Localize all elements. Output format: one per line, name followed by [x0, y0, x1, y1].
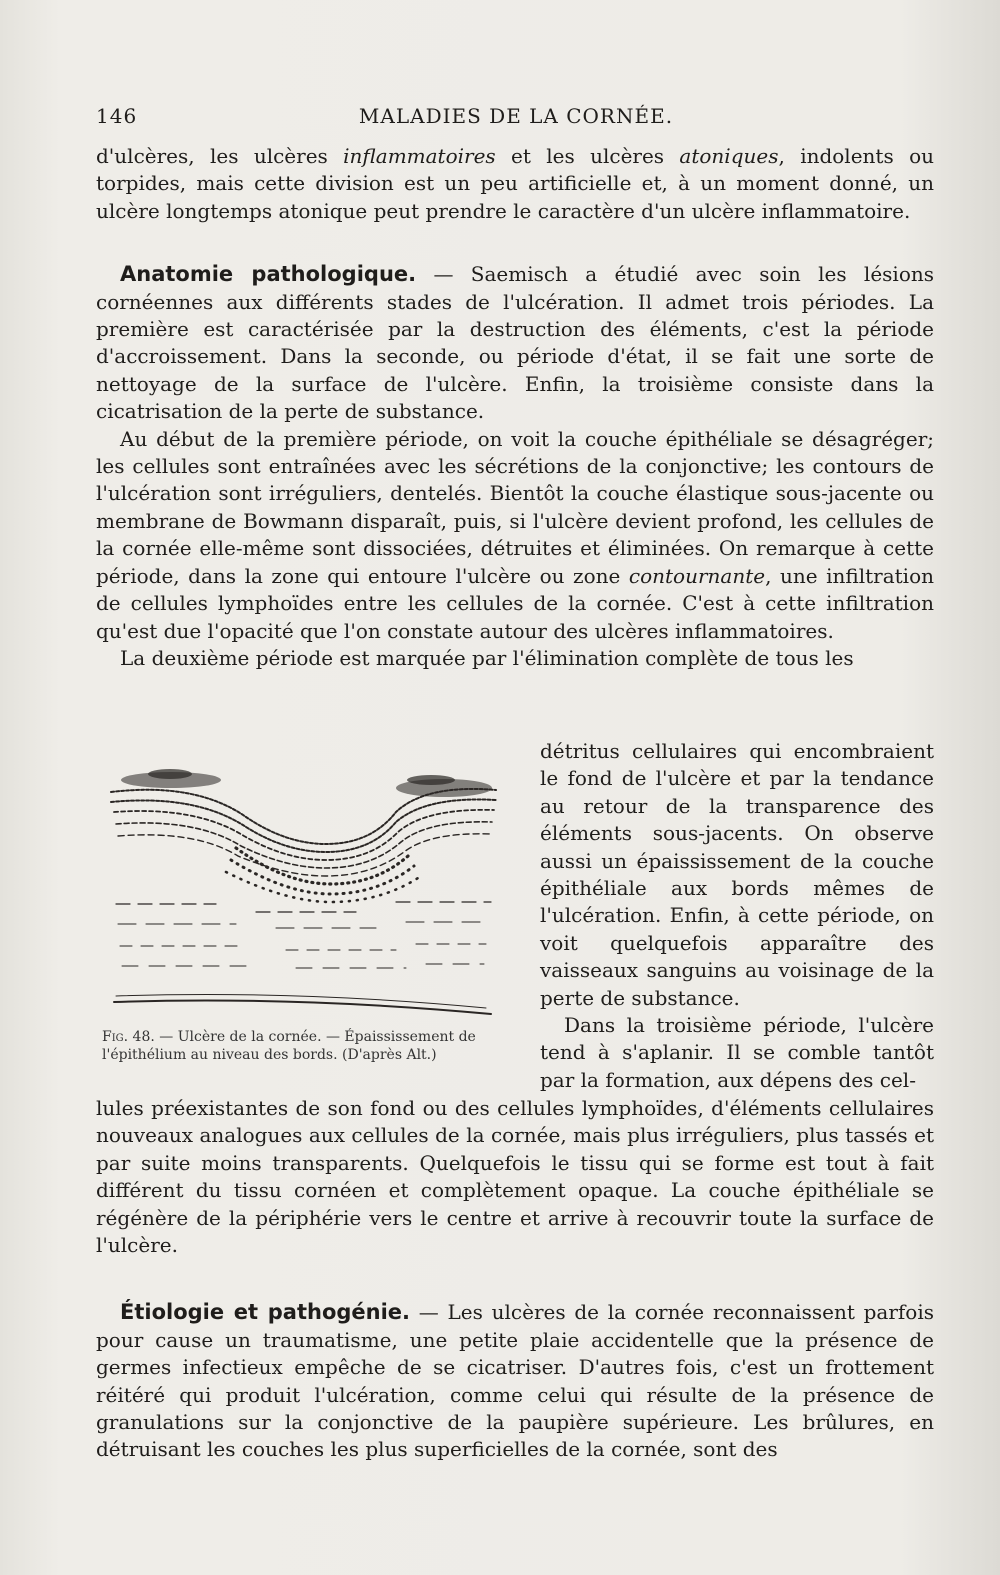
troisieme-column-text: Dans la troisième période, l'ulcère tend à s'aplanir. Il se comble tantôt par la formation, aux dépens des cel-	[540, 1013, 934, 1092]
deuxieme-first-line: La deuxième période est marquée par l'élimination complète de tous les	[120, 645, 854, 670]
section-heading-etiologie: Étiologie et pathogénie.	[120, 1300, 411, 1325]
page-number: 146	[96, 104, 138, 128]
figure-label: Fig. 48.	[102, 1029, 155, 1045]
figure-caption: Fig. 48. — Ulcère de la cornée. — Épaississement de l'épithélium au niveau des bords. (D'après Alt.)	[102, 1029, 476, 1063]
term-inflammatoires: inflammatoires	[343, 144, 496, 168]
intro-paragraph: d'ulcères, les ulcères inflammatoires et les ulcères atoniques, indolents ou torpides, mais cette division est un peu artificielle et, à un moment donné, un ulcère longtemps atonique peut prendre le caractère d'un ulcère inflammatoire.	[96, 144, 934, 223]
anatomie-paragraph: Anatomie pathologique. — Saemisch a étudié avec soin les lésions cornéennes aux différents stades de l'ulcération. Il admet trois périodes. La première est caractérisée par la destruction des éléments, c'est la période d'accroissement. Dans la seconde, ou période d'état, il se fait une sorte de nettoyage de la surface de l'ulcère. Enfin, la troisième consiste dans la cicatrisation de la perte de substance.	[96, 262, 935, 424]
upper-text-block	[96, 143, 934, 672]
debut-paragraph: Au début de la première période, on voit la couche épithéliale se désagréger; les cellules sont entraînées avec les sécrétions de la conjonctive; les contours de l'ulcération sont irréguliers, dentelés. Bientôt la couche élastique sous-jacente ou membrane de Bowmann disparaît, puis, si l'ulcère devient profond, les cellules de la cornée elle-même sont dissociées, détruites et éliminées. On remarque à cette période, dans la zone qui entoure l'ulcère ou zone contournante, une infiltration de cellules lymphoïdes entre les cellules de la cornée. C'est à cette infiltration qu'est due l'opacité que l'on constate autour des ulcères inflammatoires.	[96, 426, 935, 643]
term-atoniques: atoniques	[679, 144, 779, 168]
section-heading-anatomie: Anatomie pathologique.	[120, 262, 417, 287]
corneal-ulcer-illustration	[96, 752, 516, 1022]
troisieme-continuation: lules préexistantes de son fond ou des cellules lymphoïdes, d'éléments cellulaires nouveaux analogues aux cellules de la cornée, mais plus irréguliers, plus tassés et par suite moins transparents. Quelquefois le tissu qui se forme est tout à fait différent du tissu cornéen et complètement opaque. La couche épithéliale se régénère de la périphérie vers le centre et arrive à recouvrir toute la surface de l'ulcère.	[96, 1096, 934, 1258]
figure-side-column	[540, 738, 934, 1094]
figure-48	[96, 752, 516, 1082]
lower-text-block	[96, 1095, 934, 1464]
running-title: MALADIES DE LA CORNÉE.	[358, 104, 674, 128]
term-contournante: contournante	[628, 563, 766, 588]
deuxieme-column-text: détritus cellulaires qui encombraient le fond de l'ulcère et par la tendance au retour de la transparence des éléments sous-jacents. On observe aussi un épaississement de la couche épithéliale aux bords mêmes de l'ulcération. Enfin, à cette période, on voit quelquefois apparaître des vaisseaux sanguins au voisinage de la perte de substance.	[540, 739, 934, 1010]
page-header	[96, 104, 936, 134]
etiologie-paragraph: Étiologie et pathogénie. — Les ulcères de la cornée reconnaissent parfois pour cause un traumatisme, une petite plaie accidentelle que la présence de germes infectieux empêche de se cicatriser. D'autres fois, c'est un frottement réitéré qui produit l'ulcération, comme celui qui résulte de la présence de granulations sur la conjonctive de la paupière supérieure. Les brûlures, en détruisant les couches les plus superficielles de la cornée, sont des	[96, 1300, 934, 1462]
